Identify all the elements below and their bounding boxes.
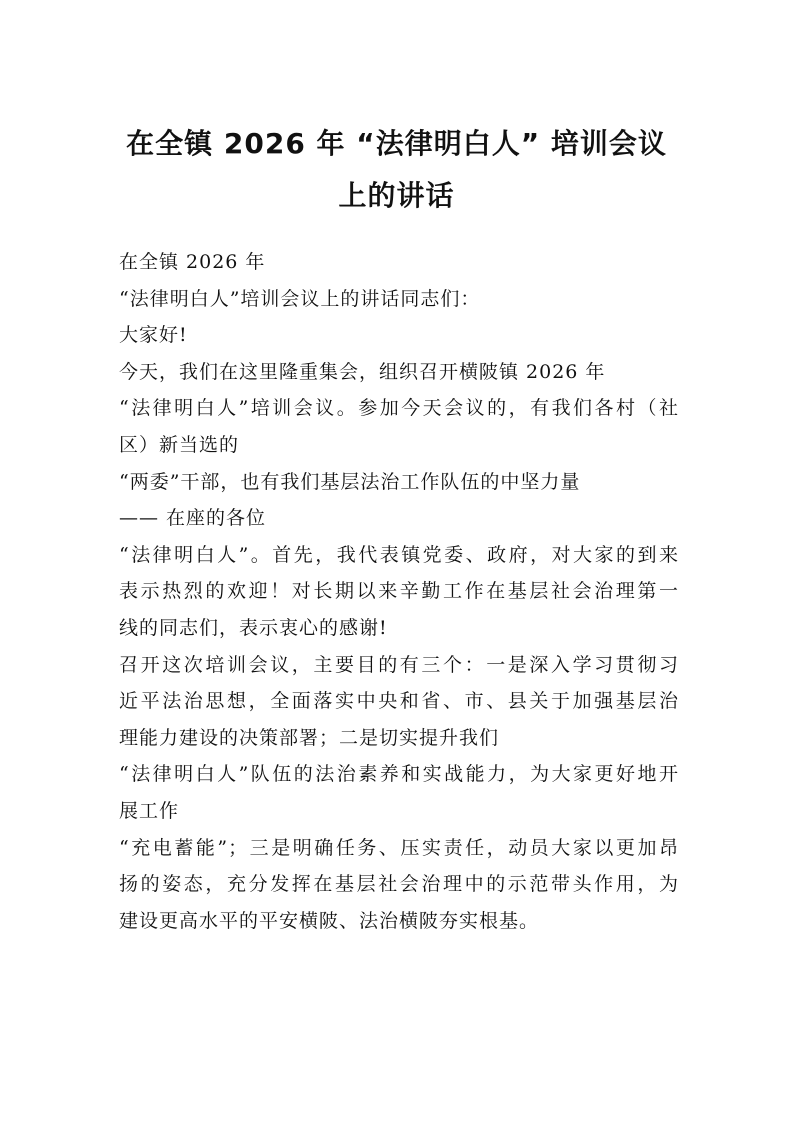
document-body	[119, 244, 679, 939]
body-line: “法律明白人”培训会议上的讲话同志们：	[119, 287, 481, 310]
body-line: “法律明白人”培训会议。参加今天会议的，有我们各村（社	[119, 397, 679, 420]
body-line: 建设更高水平的平安横陂、法治横陂夯实根基。	[119, 909, 540, 932]
body-line: “法律明白人”队伍的法治素养和实战能力，为大家更好地开	[119, 763, 679, 786]
body-line: 今天，我们在这里隆重集会，组织召开横陂镇 2026 年	[119, 360, 606, 383]
body-line: —— 在座的各位	[119, 507, 267, 530]
body-line: 展工作	[119, 799, 180, 822]
body-line: 近平法治思想，全面落实中央和省、市、县关于加强基层治	[119, 690, 679, 713]
body-line: 在全镇 2026 年	[119, 251, 266, 273]
title-line-2: 上的讲话	[338, 179, 455, 212]
body-line: 线的同志们，表示衷心的感谢!	[119, 616, 388, 639]
body-line: 区）新当选的	[119, 433, 240, 456]
body-line: 表示热烈的欢迎！对长期以来辛勤工作在基层社会治理第一	[119, 580, 679, 603]
title-line-1: 在全镇 2026 年 “法律明白人” 培训会议	[126, 127, 667, 160]
body-line: 大家好!	[119, 324, 188, 347]
body-line: 扬的姿态，充分发挥在基层社会治理中的示范带头作用，为	[119, 873, 679, 896]
document-title	[100, 118, 693, 222]
body-line: “充电蓄能”；三是明确任务、压实责任，动员大家以更加昂	[119, 836, 679, 859]
body-line: 召开这次培训会议，主要目的有三个：一是深入学习贯彻习	[119, 653, 679, 676]
body-line: “法律明白人”。首先，我代表镇党委、政府，对大家的到来	[119, 543, 679, 566]
body-line: “两委”干部，也有我们基层法治工作队伍的中坚力量	[119, 470, 581, 493]
body-line: 理能力建设的决策部署；二是切实提升我们	[119, 726, 500, 749]
